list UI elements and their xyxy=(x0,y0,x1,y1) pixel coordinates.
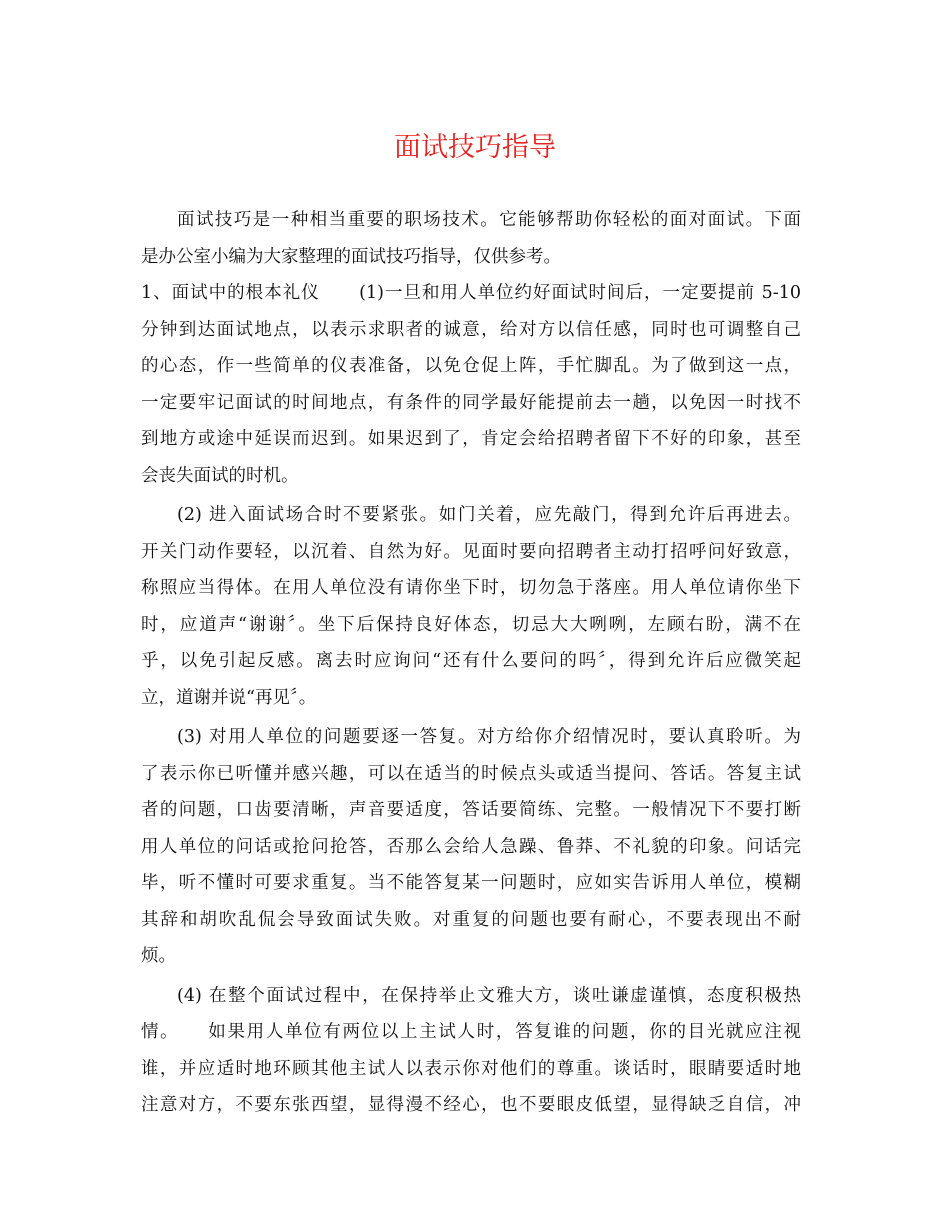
text-line: 者的问题，口齿要清晰，声音要适度，答话要简练、完整。一般情况下不要打断 xyxy=(141,800,801,820)
document-body xyxy=(141,202,801,1124)
text-line: 的心态，作一些简单的仪表准备，以免仓促上阵，手忙脚乱。为了做到这一点， xyxy=(141,356,801,376)
text-line: 用人单位的问话或抢问抢答，否那么会给人急躁、鲁莽、不礼貌的印象。问话完 xyxy=(141,836,801,857)
paragraph-intro xyxy=(141,202,801,275)
text-line: 情。 如果用人单位有两位以上主试人时，答复谁的问题，你的目光就应注视 xyxy=(141,1022,801,1042)
text-line: 了表示你已听懂并感兴趣，可以在适当的时候点头或适当提问、答话。答复主试 xyxy=(141,763,801,784)
text-line: 到地方或途中延误而迟到。如果迟到了，肯定会给招聘者留下不好的印象，甚至 xyxy=(141,429,801,449)
text-line: 注意对方，不要东张西望，显得漫不经心，也不要眼皮低望，显得缺乏自信，冲 xyxy=(141,1095,801,1115)
text-line: 毕，听不懂时可要求重复。当不能答复某一问题时，应如实告诉用人单位，模糊 xyxy=(141,873,801,893)
text-line: 其辞和胡吹乱侃会导致面试失败。对重复的问题也要有耐心，不要表现出不耐 xyxy=(141,909,801,930)
text-line: 会丧失面试的时机。 xyxy=(141,465,299,486)
text-line: 分钟到达面试地点，以表示求职者的诚意，给对方以信任感，同时也可调整自己 xyxy=(141,319,801,340)
text-line: 谁，并应适时地环顾其他主试人以表示你对他们的尊重。谈话时，眼睛要适时地 xyxy=(141,1058,801,1079)
paragraph-point-4 xyxy=(141,978,801,1124)
text-line: 一定要牢记面试的时间地点，有条件的同学最好能提前去一趟，以免因一时找不 xyxy=(141,392,801,413)
text-line: 称照应当得体。在用人单位没有请你坐下时，切勿急于落座。用人单位请你坐下 xyxy=(141,578,801,598)
text-line: 烦。 xyxy=(141,946,176,966)
document-title: 面试技巧指导 xyxy=(394,132,556,163)
text-line: 开关门动作要轻，以沉着、自然为好。见面时要向招聘者主动打招呼问好致意， xyxy=(141,541,801,562)
text-line: 时，应道声“谢谢〞。坐下后保持良好体态，切忌大大咧咧，左顾右盼，满不在 xyxy=(141,614,801,635)
paragraph-section-1 xyxy=(141,275,801,494)
paragraph-point-2 xyxy=(141,497,801,716)
text-line: 面试技巧是一种相当重要的职场技术。它能够帮助你轻松的面对面试。下面 xyxy=(177,210,801,230)
text-line: 是办公室小编为大家整理的面试技巧指导，仅供参考。 xyxy=(141,246,561,267)
text-line: (3) 对用人单位的问题要逐一答复。对方给你介绍情况时，要认真聆听。为 xyxy=(177,727,801,747)
paragraph-point-3 xyxy=(141,719,801,975)
text-line: 1、面试中的根本礼仪 (1)一旦和用人单位约好面试时间后，一定要提前 5-10 xyxy=(141,283,801,303)
text-line: 乎，以免引起反感。离去时应询问“还有什么要问的吗〞，得到允许后应微笑起 xyxy=(141,651,801,671)
text-line: 立，道谢并说“再见〞。 xyxy=(141,687,317,708)
text-line: (4) 在整个面试过程中，在保持举止文雅大方，谈吐谦虚谨慎，态度积极热 xyxy=(177,985,801,1006)
text-line: (2) 进入面试场合时不要紧张。如门关着，应先敲门，得到允许后再进去。 xyxy=(177,505,801,525)
